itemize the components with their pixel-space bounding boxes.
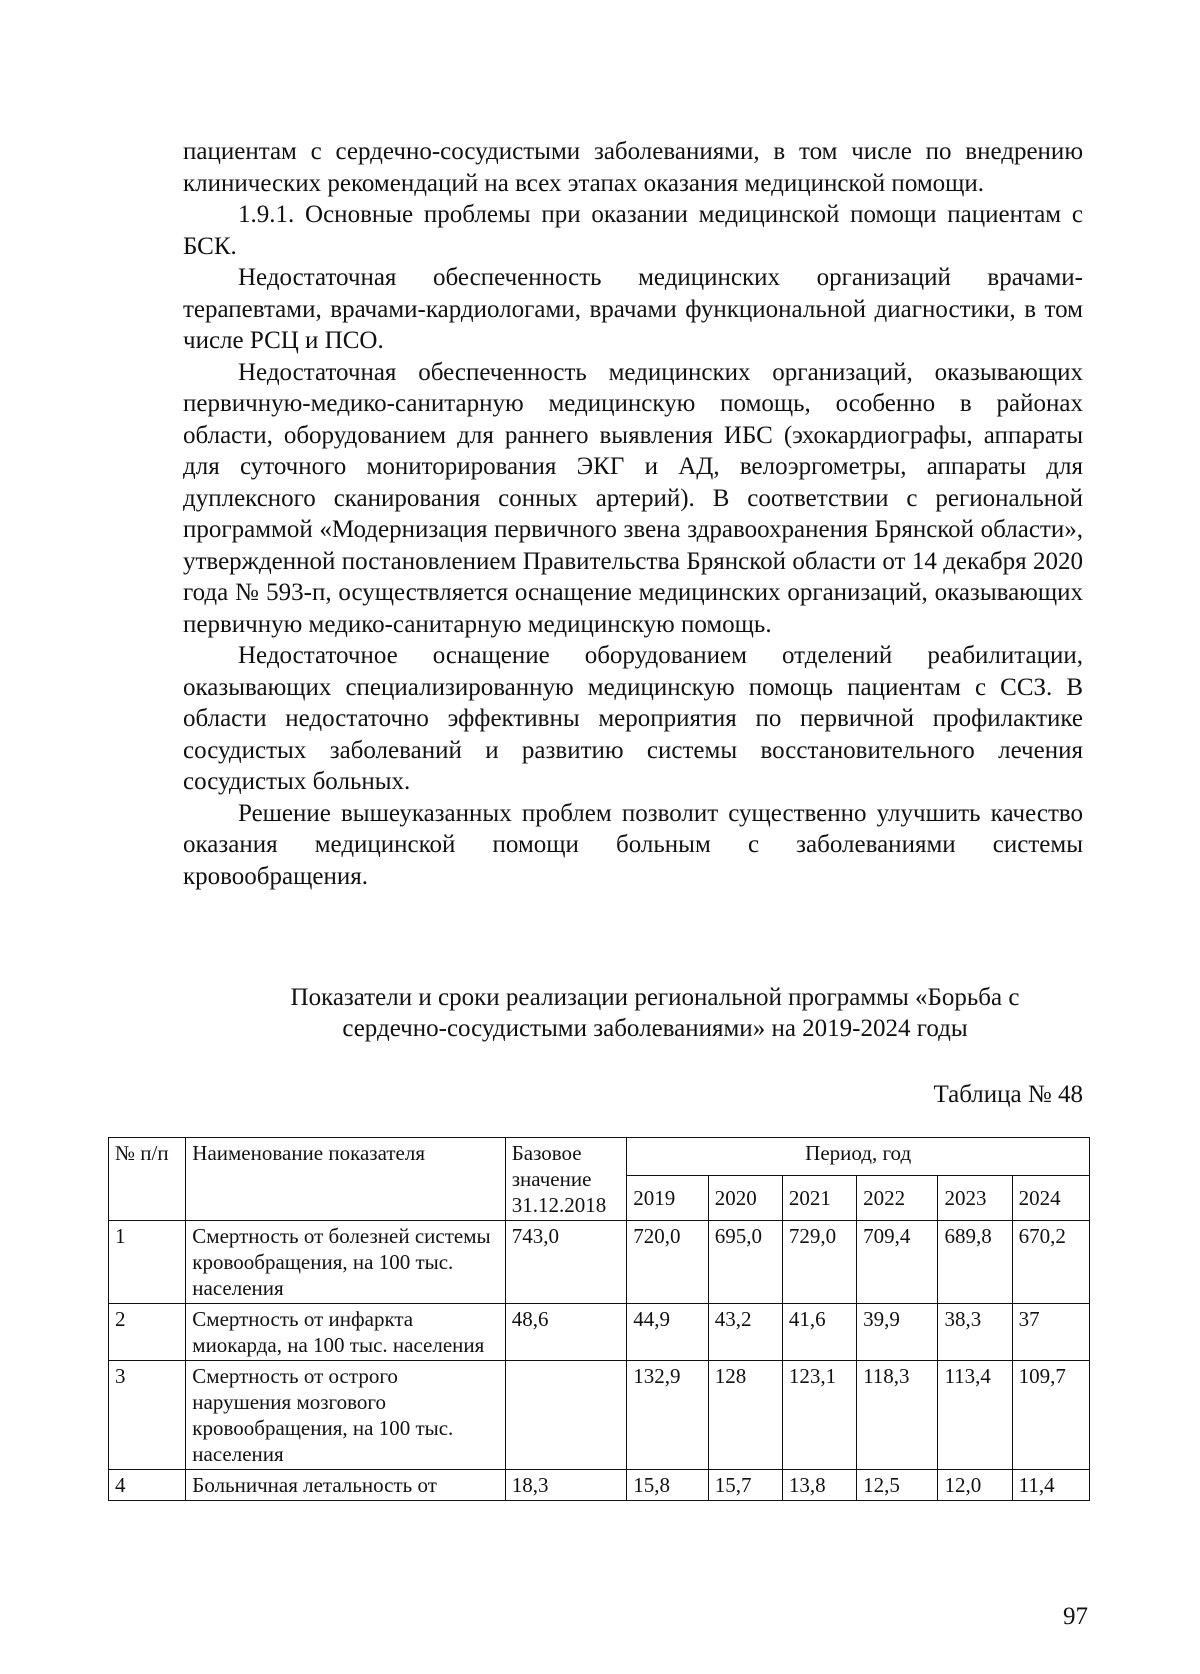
header-year: 2022: [857, 1176, 938, 1221]
cell-value: 43,2: [708, 1304, 782, 1361]
cell-value: 11,4: [1012, 1470, 1089, 1501]
table-caption-line: сердечно-сосудистыми заболеваниями» на 2019-2024 годы: [342, 1015, 968, 1042]
cell-value: 113,4: [938, 1361, 1012, 1470]
cell-value: 15,7: [708, 1470, 782, 1501]
indicators-table: [108, 1137, 1090, 1501]
paragraph: Недостаточное оснащение оборудованием отделений реабилитации, оказывающих специализированную медицинскую помощь пациентам с ССЗ. В области недостаточно эффективны мероприятия по первичной профилактике сосудистых заболеваний и развитию системы восстановительного лечения сосудистых больных.: [183, 642, 1083, 795]
header-base: Базовое значение 31.12.2018: [505, 1138, 627, 1221]
cell-name: Смертность от острого нарушения мозгового кровообращения, на 100 тыс. населения: [186, 1361, 505, 1470]
cell-value: 44,9: [627, 1304, 708, 1361]
table-row: [109, 1304, 1090, 1361]
table-caption: [240, 982, 1070, 1044]
paragraph: пациентам с сердечно-сосудистыми заболеваниями, в том числе по внедрению клинических рекомендаций на всех этапах оказания медицинской помощи.: [183, 138, 1083, 197]
cell-base: [505, 1361, 627, 1470]
table-header-row: [109, 1138, 1090, 1176]
cell-num: 1: [109, 1221, 186, 1304]
cell-base: 48,6: [505, 1304, 627, 1361]
cell-value: 689,8: [938, 1221, 1012, 1304]
cell-value: 709,4: [857, 1221, 938, 1304]
cell-value: 12,0: [938, 1470, 1012, 1501]
paragraph-section-heading: 1.9.1. Основные проблемы при оказании медицинской помощи пациентам с БСК.: [183, 201, 1083, 260]
table-number-label: Таблица № 48: [933, 1081, 1083, 1108]
cell-value: 132,9: [627, 1361, 708, 1470]
cell-value: 109,7: [1012, 1361, 1089, 1470]
paragraph: Недостаточная обеспеченность медицинских организаций, оказывающих первичную-медико-санитарную медицинскую помощь, особенно в районах области, оборудованием для раннего выявления ИБС (эхокардиографы, аппараты для суточного мониторирования ЭКГ и АД, велоэргометры, аппараты для дуплексного сканирования сонных артерий). В соответствии с региональной программой «Модернизация первичного звена здравоохранения Брянской области», утвержденной постановлением Правительства Брянской области от 14 декабря 2020 года № 593-п, осуществляется оснащение медицинских организаций, оказывающих первичную медико-санитарную медицинскую помощь.: [183, 358, 1083, 638]
header-period: Период, год: [627, 1138, 1090, 1176]
cell-value: 12,5: [857, 1470, 938, 1501]
cell-value: 123,1: [782, 1361, 856, 1470]
header-num: № п/п: [109, 1138, 186, 1221]
cell-base: 743,0: [505, 1221, 627, 1304]
cell-value: 670,2: [1012, 1221, 1089, 1304]
cell-num: 2: [109, 1304, 186, 1361]
cell-num: 4: [109, 1470, 186, 1501]
header-year: 2019: [627, 1176, 708, 1221]
cell-value: 695,0: [708, 1221, 782, 1304]
header-name: Наименование показателя: [186, 1138, 505, 1221]
cell-value: 118,3: [857, 1361, 938, 1470]
page-number: 97: [1063, 1603, 1088, 1630]
cell-name: Больничная летальность от: [186, 1470, 505, 1501]
header-year: 2024: [1012, 1176, 1089, 1221]
cell-value: 128: [708, 1361, 782, 1470]
cell-value: 720,0: [627, 1221, 708, 1304]
cell-value: 41,6: [782, 1304, 856, 1361]
cell-name: Смертность от болезней системы кровообращения, на 100 тыс. населения: [186, 1221, 505, 1304]
cell-value: 37: [1012, 1304, 1089, 1361]
table-row: [109, 1361, 1090, 1470]
cell-num: 3: [109, 1361, 186, 1470]
cell-value: 729,0: [782, 1221, 856, 1304]
cell-name: Смертность от инфаркта миокарда, на 100 тыс. населения: [186, 1304, 505, 1361]
body-text: [183, 136, 1083, 892]
table-caption-line: Показатели и сроки реализации региональной программы «Борьба с: [290, 984, 1020, 1011]
cell-value: 15,8: [627, 1470, 708, 1501]
table-row: [109, 1221, 1090, 1304]
table-row: [109, 1470, 1090, 1501]
header-year: 2020: [708, 1176, 782, 1221]
cell-value: 13,8: [782, 1470, 856, 1501]
paragraph: Недостаточная обеспеченность медицинских организаций врачами-терапевтами, врачами-кардиологами, врачами функциональной диагностики, в том числе РСЦ и ПСО.: [183, 264, 1083, 354]
header-year: 2021: [782, 1176, 856, 1221]
cell-value: 38,3: [938, 1304, 1012, 1361]
paragraph: Решение вышеуказанных проблем позволит существенно улучшить качество оказания медицинской помощи больным с заболеваниями системы кровообращения.: [183, 799, 1083, 890]
header-year: 2023: [938, 1176, 1012, 1221]
cell-value: 39,9: [857, 1304, 938, 1361]
cell-base: 18,3: [505, 1470, 627, 1501]
